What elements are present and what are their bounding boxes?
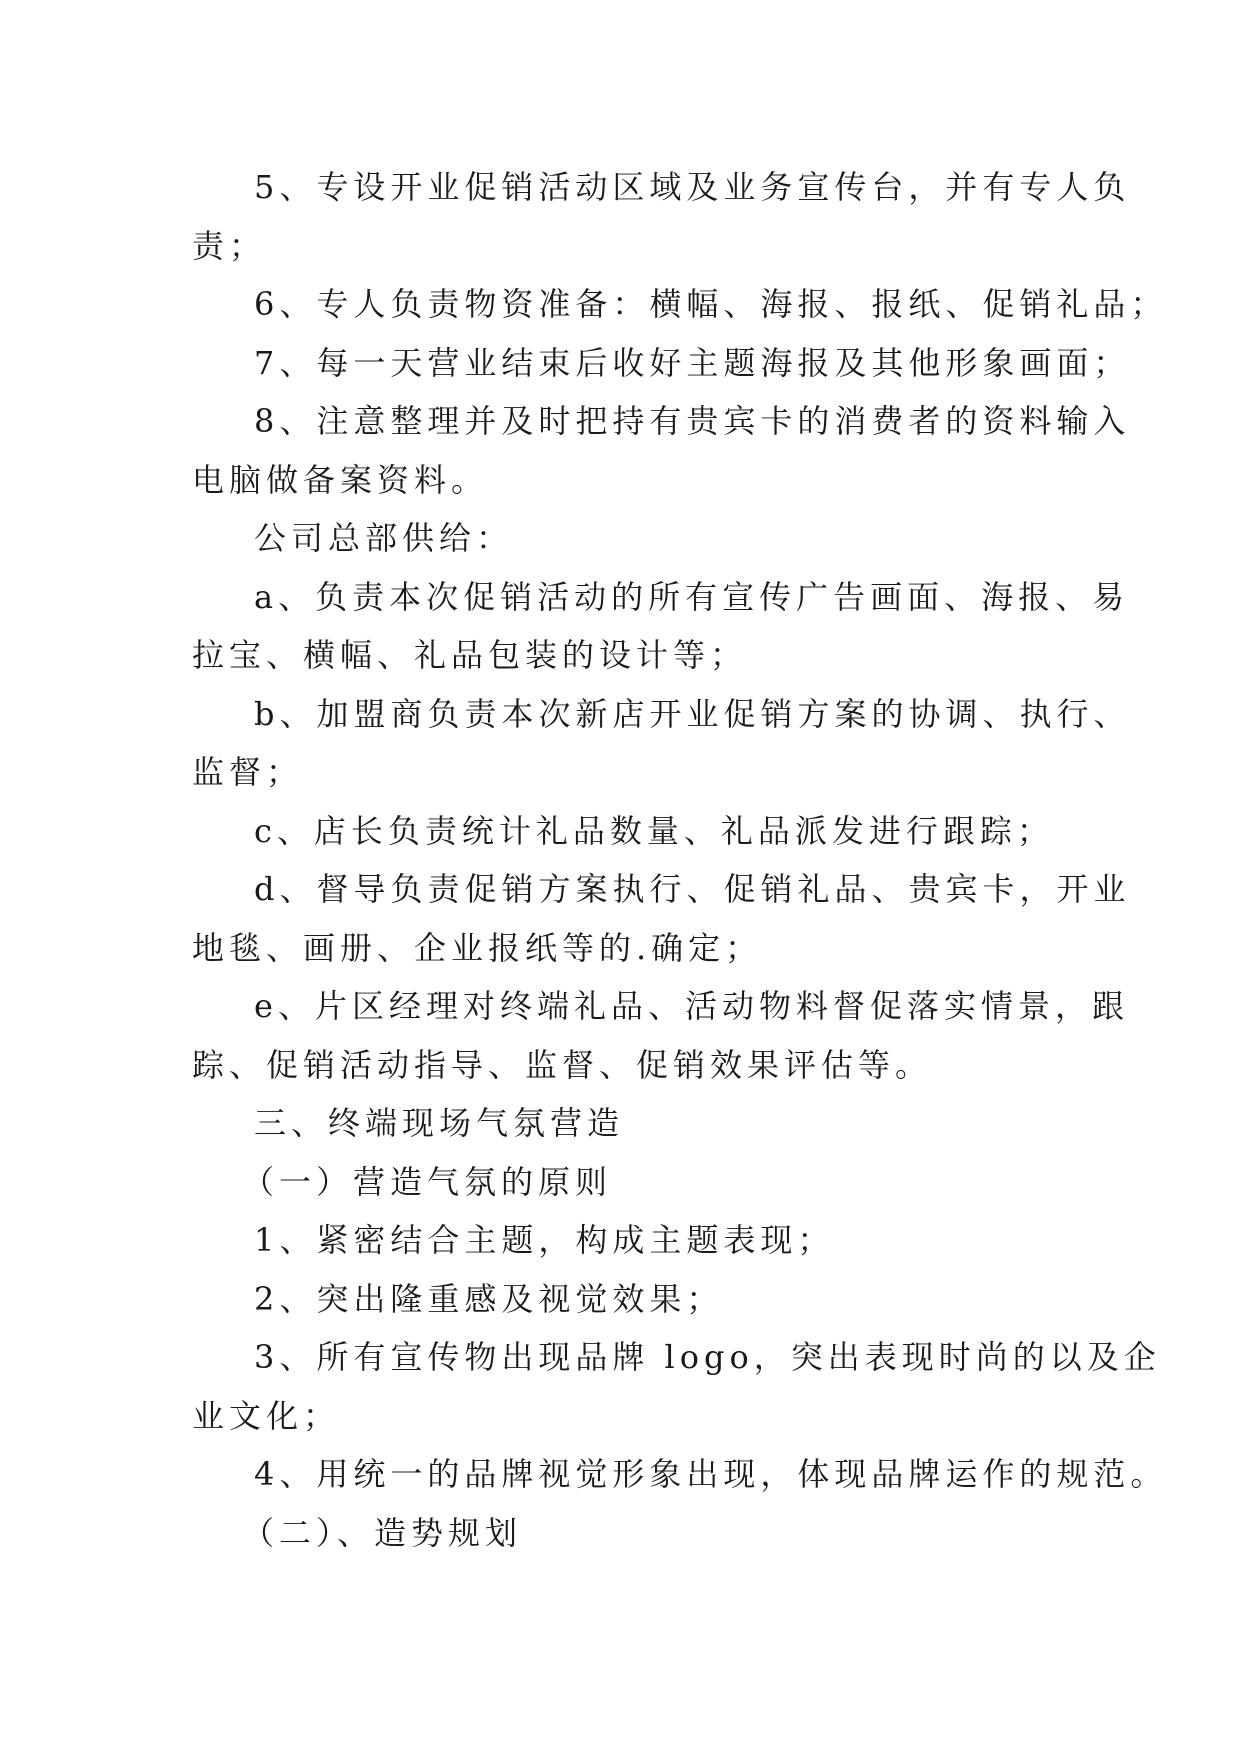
text-line: 拉宝、横幅、礼品包装的设计等； [192, 636, 748, 674]
text-line: 4、用统一的品牌视觉形象出现，体现品牌运作的规范。 [254, 1455, 1168, 1493]
text-line: a、负责本次促销活动的所有宣传广告画面、海报、易 [254, 577, 1130, 616]
text-line: 3、所有宣传物出现品牌 logo，突出表现时尚的以及企 [254, 1338, 1161, 1376]
text-line: 1、紧密结合主题，构成主题表现； [254, 1221, 835, 1259]
text-line: b、加盟商负责本次新店开业促销方案的协调、执行、 [254, 694, 1131, 733]
subsection-heading: （一）营造气氛的原则 [242, 1162, 613, 1201]
text-line: 7、每一天营业结束后收好主题海报及其他形象画面； [254, 343, 1131, 382]
section-heading: 公司总部供给： [254, 519, 514, 557]
text-line: 责； [192, 226, 267, 265]
text-line: d、督导负责促销方案执行、促销礼品、贵宾卡，开业 [254, 870, 1131, 908]
text-line: 地毯、画册、企业报纸等的.确定； [192, 928, 763, 967]
text-line: 业文化； [192, 1396, 341, 1435]
text-line: c、店长负责统计礼品数量、礼品派发进行跟踪； [254, 811, 1054, 850]
text-line: e、片区经理对终端礼品、活动物料督促落实情景，跟 [254, 987, 1129, 1025]
text-line: 5、专设开业促销活动区域及业务宣传台，并有专人负 [254, 168, 1131, 206]
text-line: 电脑做备案资料。 [192, 460, 489, 499]
text-line: 6、专人负责物资准备：横幅、海报、报纸、促销礼品； [254, 285, 1168, 323]
section-heading: 三、终端现场气氛营造 [254, 1104, 625, 1142]
text-line: 监督； [192, 753, 304, 791]
text-line: 8、注意整理并及时把持有贵宾卡的消费者的资料输入 [254, 402, 1131, 440]
subsection-heading: （二）、造势规划 [242, 1513, 523, 1552]
document-page [192, 158, 1168, 1562]
text-line: 踪、促销活动指导、监督、促销效果评估等。 [192, 1045, 933, 1084]
text-line: 2、突出隆重感及视觉效果； [254, 1279, 724, 1318]
